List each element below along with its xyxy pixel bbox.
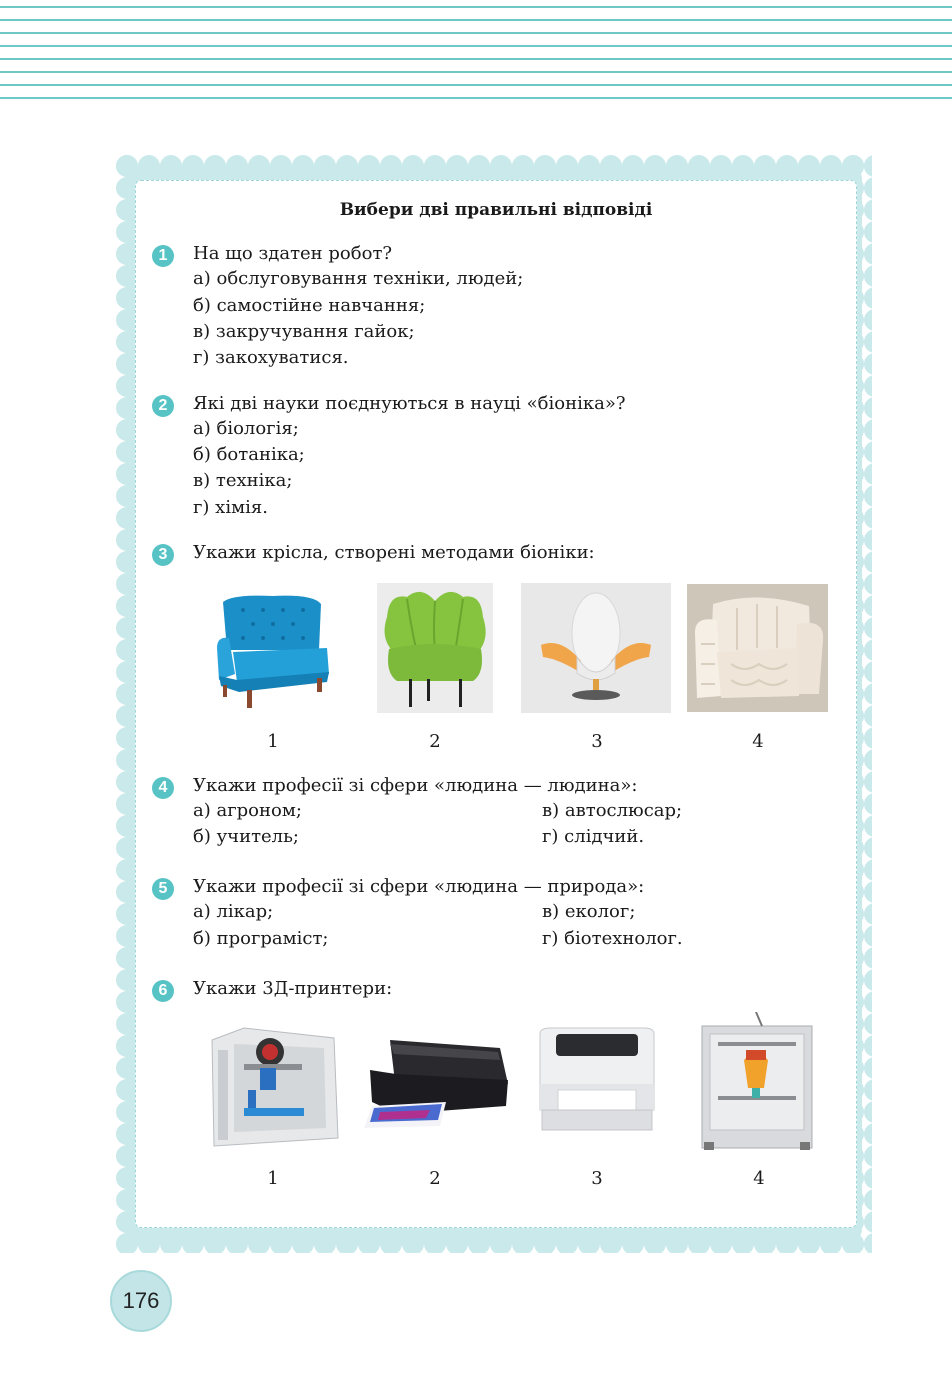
3d-printer-enclosed-image[interactable]	[698, 1012, 816, 1154]
laser-printer-image[interactable]	[536, 1024, 658, 1138]
option-c[interactable]: в) еколог;	[542, 901, 636, 922]
question-number-badge: 1	[152, 245, 174, 267]
option-d[interactable]: г) хімія.	[193, 497, 268, 518]
option-d[interactable]: г) біотехнолог.	[542, 928, 683, 949]
caption-1: 1	[267, 731, 279, 752]
question-text: На що здатен робот?	[193, 243, 393, 264]
question-number-badge: 5	[152, 878, 174, 900]
question-number-badge: 6	[152, 980, 174, 1002]
question-text: Укажи 3Д-принтери:	[193, 978, 393, 999]
question-text: Укажи крісла, створені методами біоніки:	[193, 542, 595, 563]
caption-2: 2	[429, 731, 441, 752]
option-b[interactable]: б) ботаніка;	[193, 444, 305, 465]
option-a[interactable]: а) агроном;	[193, 800, 302, 821]
option-c[interactable]: в) закручування гайок;	[193, 321, 415, 342]
caption-4: 4	[752, 731, 764, 752]
caption-3: 3	[591, 731, 603, 752]
inkjet-printer-image[interactable]	[360, 1030, 510, 1132]
option-a[interactable]: а) лікар;	[193, 901, 274, 922]
caption-1: 1	[267, 1168, 279, 1189]
option-c[interactable]: в) техніка;	[193, 470, 293, 491]
caption-2: 2	[429, 1168, 441, 1189]
option-d[interactable]: г) слідчий.	[542, 826, 645, 847]
white-banana-chair-image[interactable]	[521, 583, 671, 713]
question-number-badge: 4	[152, 777, 174, 799]
3d-printer-open-frame-image[interactable]	[204, 1020, 342, 1150]
header-rules	[0, 0, 952, 110]
option-b[interactable]: б) учитель;	[193, 826, 299, 847]
question-text: Які дві науки поєднуються в науці «біоніка»?	[193, 393, 626, 414]
question-number-badge: 2	[152, 395, 174, 417]
option-c[interactable]: в) автослюсар;	[542, 800, 683, 821]
question-text: Укажи професії зі сфери «людина — природа»:	[193, 876, 645, 897]
knitted-armchair-image[interactable]	[687, 584, 828, 712]
question-text: Укажи професії зі сфери «людина — людина»:	[193, 775, 638, 796]
blue-tufted-armchair-image[interactable]	[213, 590, 333, 712]
green-petal-armchair-image[interactable]	[377, 583, 493, 713]
quiz-heading: Вибери дві правильні відповіді	[339, 200, 653, 220]
option-a[interactable]: а) біологія;	[193, 418, 299, 439]
option-d[interactable]: г) закохуватися.	[193, 347, 349, 368]
caption-3: 3	[591, 1168, 603, 1189]
option-a[interactable]: а) обслуговування техніки, людей;	[193, 268, 524, 289]
page-number: 176	[110, 1270, 172, 1332]
question-number-badge: 3	[152, 544, 174, 566]
option-b[interactable]: б) самостійне навчання;	[193, 295, 426, 316]
caption-4: 4	[753, 1168, 765, 1189]
option-b[interactable]: б) програміст;	[193, 928, 329, 949]
